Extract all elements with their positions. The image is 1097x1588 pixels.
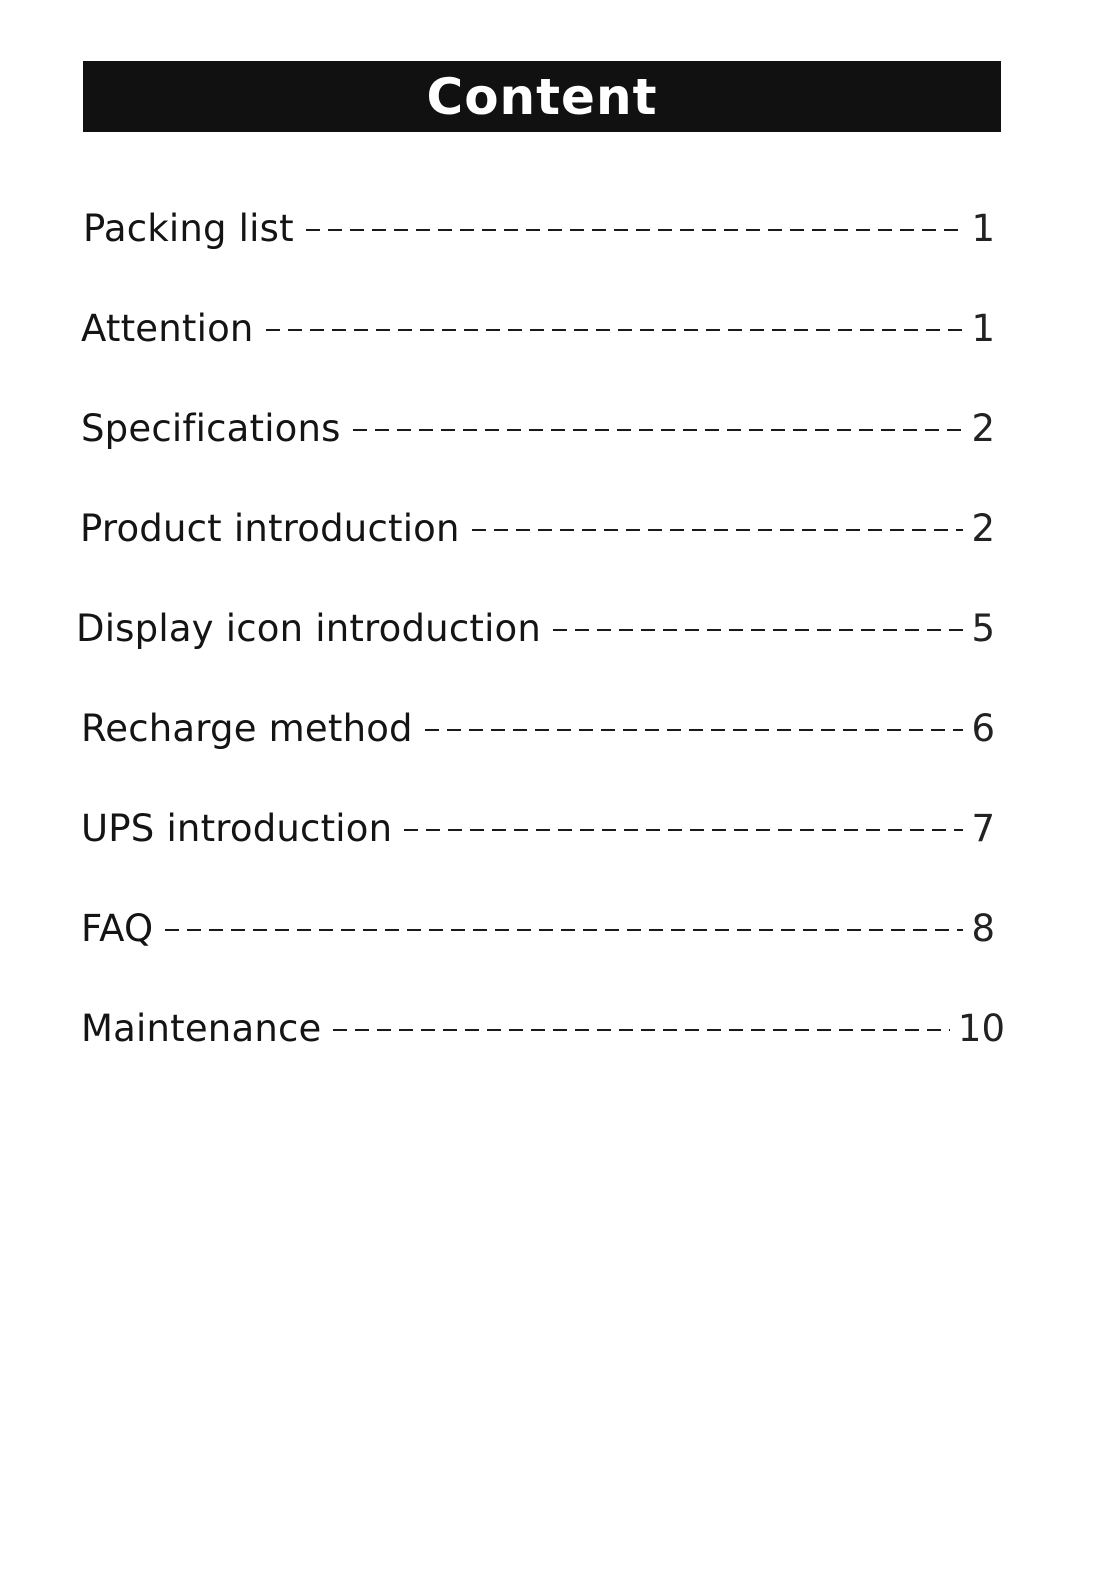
toc-item-page-number: 7 bbox=[971, 807, 995, 850]
toc-item-page-number: 6 bbox=[971, 707, 995, 750]
toc-item-maintenance[interactable] bbox=[81, 1004, 1005, 1054]
page-title: Content bbox=[426, 67, 658, 126]
toc-item-title: Display icon introduction bbox=[76, 607, 542, 650]
toc-item-title: Packing list bbox=[83, 207, 294, 250]
toc-item-page-number: 10 bbox=[957, 1007, 1005, 1050]
toc-item-title: Product introduction bbox=[80, 507, 460, 550]
toc-item-product-introduction[interactable] bbox=[80, 504, 995, 554]
toc-item-recharge-method[interactable] bbox=[81, 704, 995, 754]
dotted-leader bbox=[306, 229, 964, 231]
toc-item-page-number: 5 bbox=[971, 607, 995, 650]
toc-item-packing-list[interactable] bbox=[83, 204, 995, 254]
toc-item-attention[interactable] bbox=[81, 304, 995, 354]
dotted-leader bbox=[425, 729, 964, 731]
dotted-leader bbox=[333, 1029, 949, 1031]
toc-item-page-number: 2 bbox=[971, 407, 995, 450]
toc-item-specifications[interactable] bbox=[81, 404, 995, 454]
toc-item-page-number: 8 bbox=[971, 907, 995, 950]
toc-item-display-icon-introduction[interactable] bbox=[76, 604, 995, 654]
toc-item-page-number: 2 bbox=[971, 507, 995, 550]
dotted-leader bbox=[472, 529, 964, 531]
toc-item-title: Recharge method bbox=[81, 707, 413, 750]
dotted-leader bbox=[266, 329, 964, 331]
toc-item-title: FAQ bbox=[81, 907, 154, 950]
toc-item-title: Attention bbox=[81, 307, 254, 350]
toc-item-page-number: 1 bbox=[971, 307, 995, 350]
dotted-leader bbox=[404, 829, 963, 831]
dotted-leader bbox=[353, 429, 964, 431]
toc-item-title: Maintenance bbox=[81, 1007, 322, 1050]
dotted-leader bbox=[553, 629, 963, 631]
toc-item-faq[interactable] bbox=[81, 904, 995, 954]
toc-item-title: Specifications bbox=[81, 407, 341, 450]
toc-item-page-number: 1 bbox=[971, 207, 995, 250]
toc-item-ups-introduction[interactable] bbox=[81, 804, 995, 854]
toc-item-title: UPS introduction bbox=[81, 807, 393, 850]
dotted-leader bbox=[165, 929, 963, 931]
